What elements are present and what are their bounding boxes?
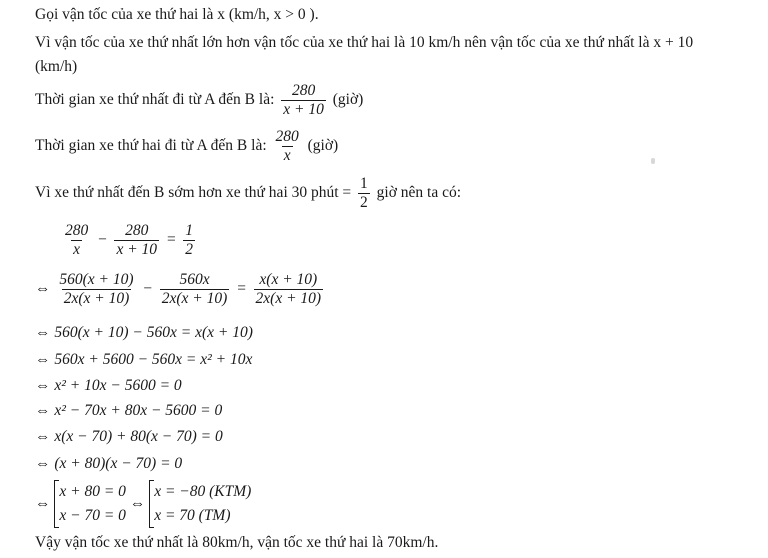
equation-3: ⇔ 560(x + 10) − 560x = x(x + 10) [35, 324, 253, 341]
fraction-b [160, 271, 230, 308]
system-bracket-2 [149, 480, 251, 528]
equals-sign: = [236, 279, 247, 297]
equivalence-arrow: ⇔ [35, 279, 51, 297]
system-line: x − 70 = 0 [59, 507, 126, 524]
equation-8: ⇔ (x + 80)(x − 70) = 0 [35, 455, 183, 472]
fraction-numerator: 560(x + 10) [59, 271, 134, 288]
fraction-denominator: x [73, 240, 81, 258]
fraction-denominator: x [283, 146, 291, 164]
unit-hours: (giờ) [307, 136, 339, 154]
fraction-denominator: 2 [360, 193, 368, 211]
equation-9 [35, 480, 251, 528]
fraction-time-car1 [281, 82, 326, 119]
system-line: x = 70 (TM) [154, 507, 231, 524]
fraction-numerator: 280 [65, 222, 89, 239]
equivalence-arrow: ⇔ [129, 495, 146, 512]
equation-1 [60, 222, 198, 259]
equivalence-arrow: ⇔ [35, 495, 51, 512]
fraction-c [183, 222, 195, 259]
fraction-c [254, 271, 324, 308]
fraction-a [57, 271, 135, 308]
line-unit: (km/h) [35, 58, 78, 75]
fraction-numerator: x(x + 10) [259, 271, 318, 288]
minus-sign: − [142, 279, 153, 297]
fraction-denominator: x + 10 [283, 100, 324, 118]
equation-7: ⇔ x(x − 70) + 80(x − 70) = 0 [35, 428, 223, 445]
line-time-car2 [35, 128, 338, 165]
line-time-car1 [35, 82, 363, 119]
fraction-denominator: 2x(x + 10) [255, 289, 322, 307]
fraction-a [63, 222, 90, 259]
fraction-half [358, 175, 370, 212]
fraction-denominator: 2x(x + 10) [161, 289, 228, 307]
fraction-numerator: 1 [185, 222, 194, 239]
fraction-numerator: 280 [125, 222, 149, 239]
fraction-time-car2 [274, 128, 301, 165]
fraction-numerator: 280 [291, 82, 316, 99]
condition-post: giờ nên ta có: [376, 183, 462, 201]
line-condition [35, 175, 461, 212]
fraction-b [114, 222, 159, 259]
fraction-denominator: 2 [185, 240, 194, 258]
conclusion: Vậy vận tốc xe thứ nhất là 80km/h, vận tốc xe thứ hai là 70km/h. [35, 534, 439, 551]
equation-6: ⇔ x² − 70x + 80x − 5600 = 0 [35, 402, 223, 419]
equation-5: ⇔ x² + 10x − 5600 = 0 [35, 377, 182, 394]
stray-mark [651, 158, 655, 164]
fraction-denominator: 2x(x + 10) [63, 289, 130, 307]
unit-hours: (giờ) [332, 90, 364, 108]
equals-sign: = [165, 230, 177, 248]
line-speed-relation: Vì vận tốc của xe thứ nhất lớn hơn vận tốc của xe thứ hai là 10 km/h nên vận tốc của xe thứ nhất là x + 10 [35, 34, 694, 51]
system-bracket-1 [54, 480, 126, 528]
line-intro: Gọi vận tốc của xe thứ hai là x (km/h, x > 0 ). [35, 6, 319, 23]
minus-sign: − [97, 230, 108, 248]
system-line: x + 80 = 0 [59, 483, 126, 500]
fraction-numerator: 1 [360, 175, 368, 192]
fraction-denominator: x + 10 [116, 240, 158, 258]
time-car2-label: Thời gian xe thứ hai đi từ A đến B là: [35, 136, 267, 154]
time-car1-label: Thời gian xe thứ nhất đi từ A đến B là: [35, 90, 275, 108]
fraction-numerator: 280 [275, 128, 299, 145]
fraction-numerator: 560x [179, 271, 210, 288]
system-line: x = −80 (KTM) [154, 483, 252, 500]
condition-label: Vì xe thứ nhất đến B sớm hơn xe thứ hai 30 phút = [35, 183, 352, 201]
equation-2 [35, 271, 326, 308]
equation-4: ⇔ 560x + 5600 − 560x = x² + 10x [35, 351, 253, 368]
